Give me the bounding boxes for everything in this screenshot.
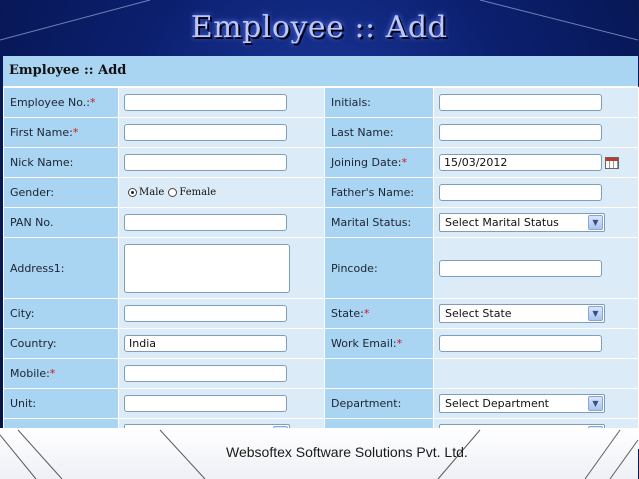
text-input[interactable] — [124, 154, 287, 171]
left-field-input-cell — [119, 148, 325, 178]
required-marker: * — [396, 337, 403, 350]
left-field-label-cell — [4, 359, 119, 389]
text-input[interactable] — [439, 94, 602, 111]
right-field-label-cell — [325, 359, 434, 389]
field-label: Department: — [331, 397, 402, 410]
form-row — [4, 238, 639, 299]
form-row — [4, 389, 639, 419]
footer-company: Websoftex Software Solutions Pvt. Ltd. — [226, 444, 468, 460]
right-field-label-cell — [325, 208, 434, 238]
right-field-input-cell — [434, 208, 639, 238]
right-field-label-cell — [325, 299, 434, 329]
right-field-input-cell — [434, 148, 639, 178]
field-label: Unit: — [10, 397, 37, 410]
field-label: Father's Name: — [331, 186, 415, 199]
left-field-input-cell — [119, 178, 325, 208]
radio-label: Male — [139, 187, 165, 198]
field-label: Country: — [10, 337, 57, 350]
text-input[interactable] — [124, 214, 287, 231]
address-textarea[interactable] — [124, 244, 290, 293]
field-label: Joining Date: — [331, 156, 402, 169]
field-label: Mobile: — [10, 367, 50, 380]
dropdown-selected-value: Select State — [445, 307, 512, 320]
form-row — [4, 118, 639, 148]
field-label: Work Email: — [331, 337, 397, 350]
field-label: Nick Name: — [10, 156, 74, 169]
form-header: Employee :: Add — [3, 56, 638, 87]
right-field-label-cell — [325, 238, 434, 299]
text-input[interactable] — [439, 260, 602, 277]
form-row — [4, 178, 639, 208]
left-field-label-cell — [4, 329, 119, 359]
form-row — [4, 329, 639, 359]
dropdown-select[interactable] — [439, 213, 605, 232]
text-input[interactable] — [124, 395, 287, 412]
field-label: City: — [10, 307, 35, 320]
text-input[interactable] — [124, 305, 287, 322]
left-field-input-cell — [119, 299, 325, 329]
form-table — [3, 87, 639, 449]
dropdown-selected-value: Select Marital Status — [445, 216, 559, 229]
right-field-label-cell — [325, 118, 434, 148]
required-marker: * — [89, 96, 96, 109]
field-label: State: — [331, 307, 364, 320]
dropdown-select[interactable] — [439, 304, 605, 323]
field-label: PAN No. — [10, 216, 54, 229]
field-label: Initials: — [331, 96, 371, 109]
right-field-label-cell — [325, 148, 434, 178]
form-row — [4, 299, 639, 329]
date-field — [439, 154, 638, 171]
left-field-label-cell — [4, 118, 119, 148]
left-field-input-cell — [119, 208, 325, 238]
left-field-input-cell — [119, 329, 325, 359]
text-input[interactable] — [439, 184, 602, 201]
joining-date-input[interactable] — [439, 154, 602, 171]
right-field-label-cell — [325, 88, 434, 118]
field-label: Address1: — [10, 261, 65, 275]
field-label: Gender: — [10, 186, 55, 199]
right-field-input-cell — [434, 299, 639, 329]
dropdown-selected-value: Select Department — [445, 397, 549, 410]
form-row — [4, 359, 639, 389]
employee-add-form — [3, 56, 638, 428]
required-marker: * — [363, 307, 370, 320]
text-input[interactable] — [124, 365, 287, 382]
text-input[interactable] — [124, 94, 287, 111]
right-field-input-cell — [434, 389, 639, 419]
radio-female[interactable] — [168, 188, 177, 197]
right-field-input-cell — [434, 88, 639, 118]
slide-title: Employee :: Add — [190, 10, 448, 45]
text-input[interactable] — [124, 335, 287, 352]
field-label: First Name: — [10, 126, 73, 139]
left-field-label-cell — [4, 88, 119, 118]
text-input[interactable] — [124, 124, 287, 141]
left-field-input-cell — [119, 359, 325, 389]
calendar-icon[interactable] — [605, 157, 619, 169]
field-label: Employee No.: — [10, 96, 90, 109]
radio-label: Female — [179, 187, 217, 198]
form-row — [4, 88, 639, 118]
chevron-down-icon[interactable]: ▼ — [588, 306, 603, 321]
form-row — [4, 208, 639, 238]
right-field-input-cell — [434, 178, 639, 208]
chevron-down-icon[interactable]: ▼ — [588, 396, 603, 411]
left-field-label-cell — [4, 208, 119, 238]
text-input[interactable] — [439, 124, 602, 141]
chevron-down-icon[interactable]: ▼ — [588, 215, 603, 230]
left-field-label-cell — [4, 148, 119, 178]
left-field-label-cell — [4, 178, 119, 208]
gender-radio-group — [124, 187, 324, 198]
field-label: Pincode: — [331, 261, 378, 275]
left-field-input-cell — [119, 88, 325, 118]
left-field-input-cell — [119, 389, 325, 419]
right-field-input-cell — [434, 329, 639, 359]
left-field-label-cell — [4, 389, 119, 419]
right-field-label-cell — [325, 178, 434, 208]
left-field-label-cell — [4, 238, 119, 299]
required-marker: * — [72, 126, 79, 139]
right-field-input-cell — [434, 359, 639, 389]
right-field-label-cell — [325, 389, 434, 419]
radio-male[interactable] — [128, 188, 137, 197]
right-field-input-cell — [434, 118, 639, 148]
required-marker: * — [401, 156, 408, 169]
required-marker: * — [49, 367, 56, 380]
text-input[interactable] — [439, 335, 602, 352]
right-field-label-cell — [325, 329, 434, 359]
form-row — [4, 148, 639, 178]
dropdown-select[interactable] — [439, 394, 605, 413]
field-label: Marital Status: — [331, 216, 412, 229]
left-field-input-cell — [119, 118, 325, 148]
left-field-label-cell — [4, 299, 119, 329]
field-label: Last Name: — [331, 126, 394, 139]
right-field-input-cell — [434, 238, 639, 299]
left-field-input-cell — [119, 238, 325, 299]
